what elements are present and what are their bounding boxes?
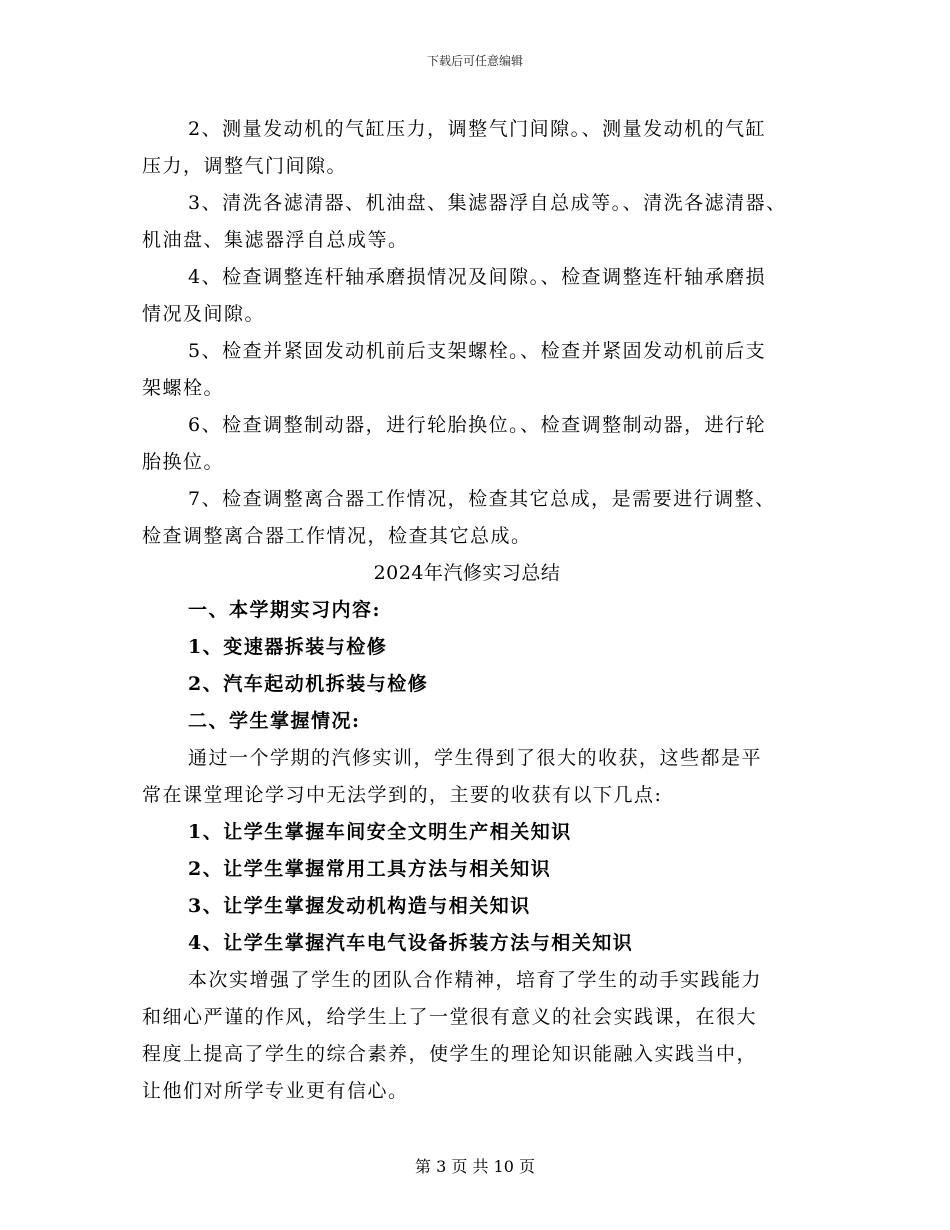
page-header-note: 下载后可任意编辑	[426, 54, 523, 68]
list-item: 1、变速器拆装与检修	[188, 636, 388, 658]
section-heading: 一、本学期实习内容:	[188, 599, 382, 621]
body-line: 程度上提高了学生的综合素养，使学生的理论知识能融入实践当中，	[142, 1043, 758, 1065]
body-line: 6、检查调整制动器，进行轮胎换位。、检查调整制动器，进行轮	[188, 414, 767, 436]
body-line: 通过一个学期的汽修实训，学生得到了很大的收获，这些都是平	[188, 747, 763, 769]
document-body	[142, 111, 832, 1110]
list-item: 2、汽车起动机拆装与检修	[188, 673, 429, 695]
body-line: 检查调整离合器工作情况，检查其它总成。	[142, 525, 532, 547]
body-line: 和细心严谨的作风，给学生上了一堂很有意义的社会实践课，在很大	[142, 1006, 758, 1028]
body-line: 让他们对所学专业更有信心。	[142, 1080, 409, 1102]
body-line: 7、检查调整离合器工作情况，检查其它总成，是需要进行调整、	[188, 488, 776, 510]
body-line: 压力，调整气门间隙。	[142, 155, 348, 177]
list-item: 3、让学生掌握发动机构造与相关知识	[188, 895, 531, 917]
body-line: 情况及间隙。	[142, 303, 266, 325]
body-line: 本次实增强了学生的团队合作精神，培育了学生的动手实践能力	[188, 969, 763, 991]
body-line: 机油盘、集滤器浮自总成等。	[142, 229, 409, 251]
page-number: 第 3 页 共 10 页	[415, 1157, 535, 1176]
section-title: 2024年汽修实习总结	[373, 562, 561, 584]
body-line: 5、检查并紧固发动机前后支架螺栓。、检查并紧固发动机前后支	[188, 340, 767, 362]
body-line: 胎换位。	[142, 451, 225, 473]
list-item: 2、让学生掌握常用工具方法与相关知识	[188, 858, 552, 880]
body-line: 3、清洗各滤清器、机油盘、集滤器浮自总成等。、清洗各滤清器、	[188, 192, 787, 214]
body-line: 2、测量发动机的气缸压力，调整气门间隙。、测量发动机的气缸	[188, 118, 767, 140]
body-line: 4、检查调整连杆轴承磨损情况及间隙。、检查调整连杆轴承磨损	[188, 266, 767, 288]
body-line: 架螺栓。	[142, 377, 225, 399]
section-heading: 二、学生掌握情况:	[188, 710, 361, 732]
list-item: 1、让学生掌握车间安全文明生产相关知识	[188, 821, 572, 843]
list-item: 4、让学生掌握汽车电气设备拆装方法与相关知识	[188, 932, 634, 954]
body-line: 常在课堂理论学习中无法学到的，主要的收获有以下几点:	[142, 784, 663, 806]
